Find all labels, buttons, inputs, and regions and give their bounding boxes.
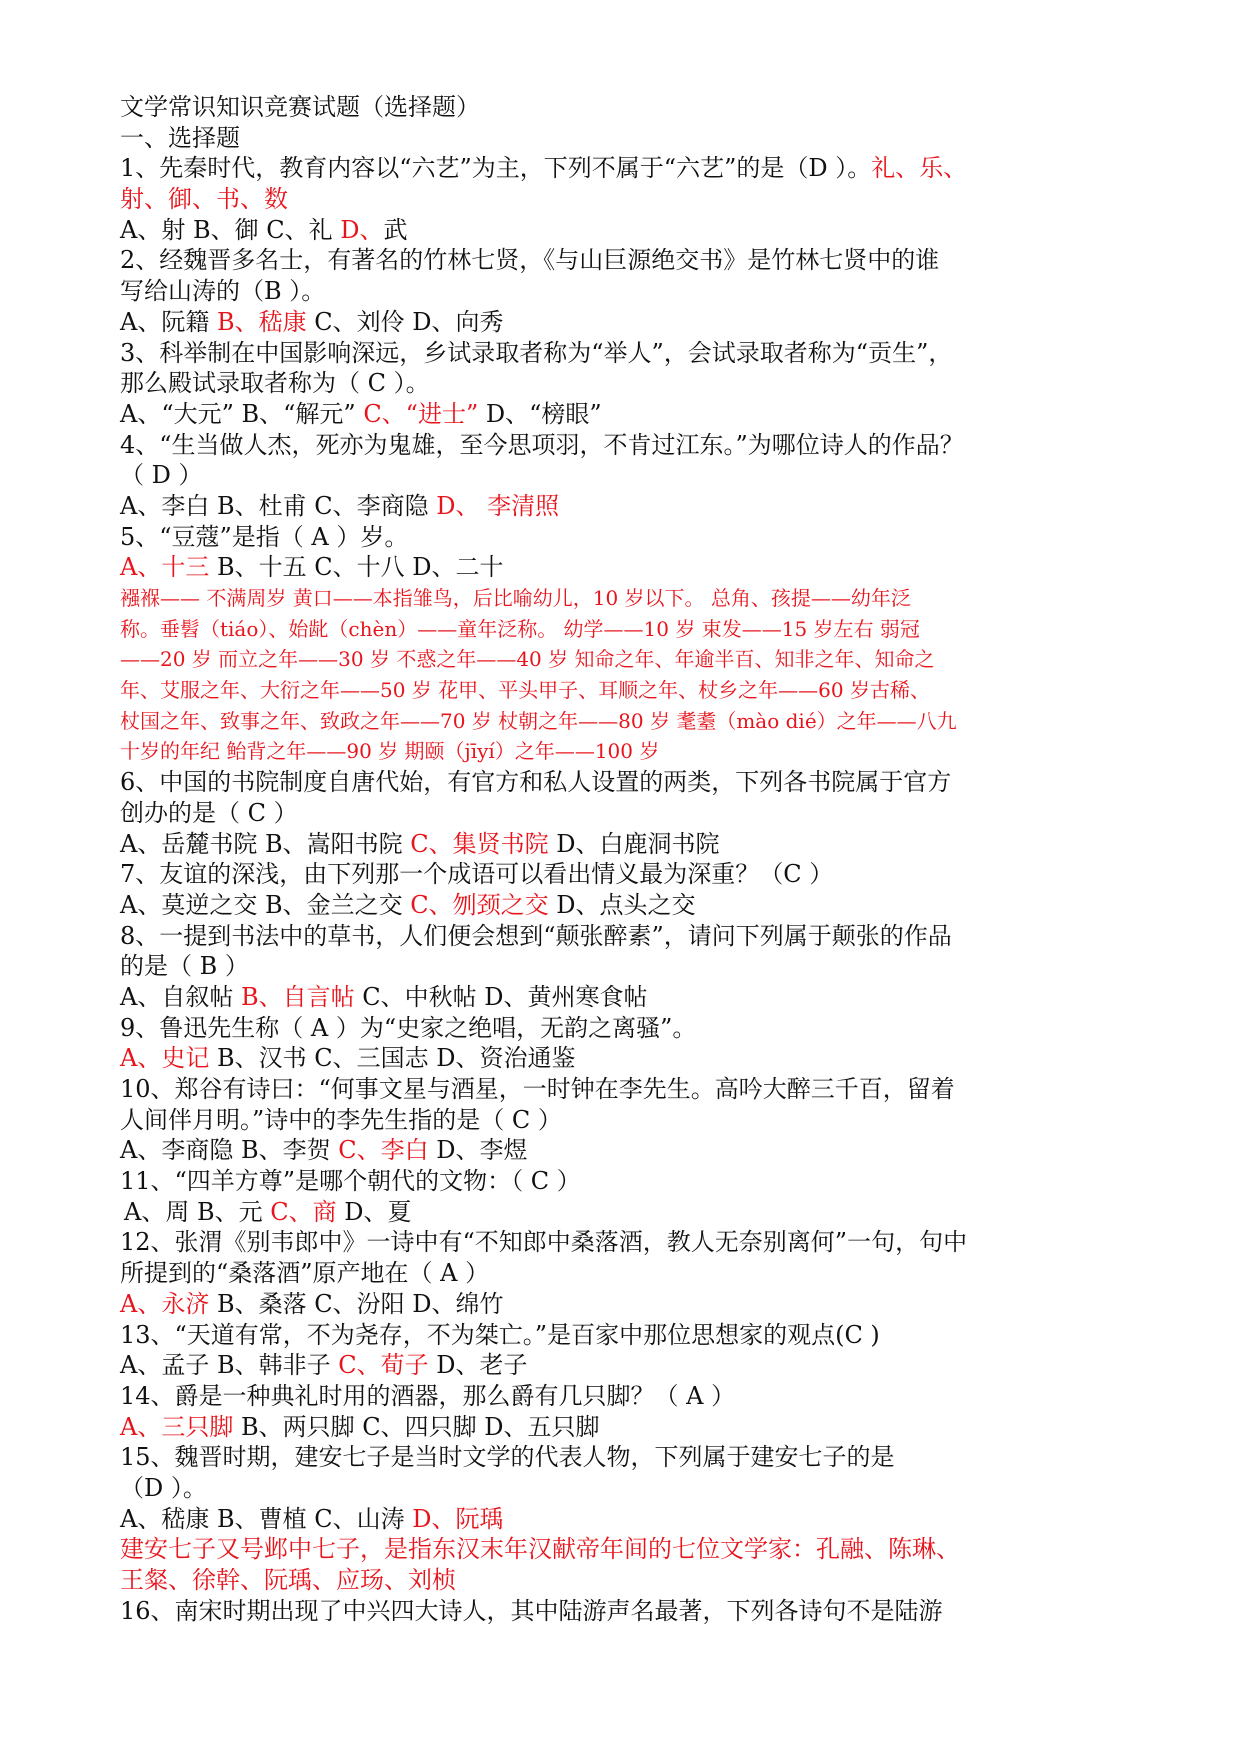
answer-highlight: C、刎颈之交 xyxy=(410,890,549,919)
line-text: 写给山涛的（B ）。 xyxy=(120,277,326,306)
text-line xyxy=(120,153,1120,184)
text-line xyxy=(120,1534,1120,1565)
document-title: 文学常识知识竞赛试题（选择题） xyxy=(120,93,480,121)
line-text: 人间伴月明。”诗中的李先生指的是（ C ） xyxy=(120,1105,562,1134)
answer-highlight: 建安七子又号邺中七子，是指东汉末年汉献帝年间的七位文学家：孔融、陈琳、 xyxy=(120,1535,960,1564)
text-line xyxy=(120,307,1120,338)
line-text: （D ）。 xyxy=(120,1473,207,1502)
line-text: A、李商隐 B、李贺 xyxy=(120,1136,339,1165)
line-text: A、阮籍 xyxy=(120,307,217,336)
line-text: D、老子 xyxy=(428,1351,528,1380)
line-text: 武 xyxy=(383,215,408,244)
answer-highlight: A、永济 xyxy=(120,1289,210,1318)
line-text: D、李煜 xyxy=(428,1136,528,1165)
answer-highlight: 射、御、书、数 xyxy=(120,185,288,214)
text-line xyxy=(120,430,1120,461)
text-line xyxy=(120,1135,1120,1166)
text-line xyxy=(120,1504,1120,1535)
text-line xyxy=(120,276,1120,307)
line-text: 10、郑谷有诗曰：“何事文星与酒星，一时钟在李先生。高吟大醉三千百，留着 xyxy=(120,1075,955,1103)
text-line xyxy=(120,1258,1120,1289)
age-note-line: 襁褓—— 不满周岁 黄口——本指雏鸟，后比喻幼儿，10 岁以下。 总角、孩提——幼年泛 xyxy=(120,586,911,610)
answer-highlight: B、嵇康 xyxy=(216,307,307,336)
text-line xyxy=(120,1320,1120,1351)
text-line xyxy=(120,1166,1120,1197)
text-line xyxy=(120,1013,1120,1044)
answer-highlight: A、史记 xyxy=(120,1044,210,1073)
text-line xyxy=(120,859,1120,890)
text-line xyxy=(120,921,1120,952)
text-line xyxy=(120,1381,1120,1412)
line-text: 3、科举制在中国影响深远，乡试录取者称为“举人”，会试录取者称为“贡生”， xyxy=(120,338,953,367)
text-line xyxy=(120,767,1120,798)
text-line xyxy=(120,552,1120,583)
line-text: A、嵇康 B、曹植 C、山涛 xyxy=(120,1504,413,1533)
text-line xyxy=(120,460,1120,491)
answer-highlight: 王粲、徐幹、阮瑀、应玚、刘桢 xyxy=(120,1566,456,1594)
document-page xyxy=(120,92,1120,1626)
text-line xyxy=(120,1473,1120,1504)
text-line xyxy=(120,951,1120,982)
text-line xyxy=(120,1227,1120,1258)
text-line xyxy=(120,798,1120,829)
line-text: A、岳麓书院 B、嵩阳书院 xyxy=(120,829,411,858)
text-line xyxy=(120,1442,1120,1473)
text-line xyxy=(120,522,1120,553)
line-text: D、夏 xyxy=(336,1197,412,1226)
line-text: B、桑落 C、汾阳 D、绵竹 xyxy=(209,1289,504,1318)
text-line xyxy=(120,1289,1120,1320)
age-note-line: 称。垂髫（tiáo）、始龀（chèn）——童年泛称。 幼学——10 岁 束发——15 岁左右 弱冠 xyxy=(120,616,920,641)
line-text: A、射 B、御 C、礼 xyxy=(120,215,341,244)
line-text: A、自叙帖 xyxy=(120,982,241,1011)
text-line xyxy=(120,184,1120,215)
line-text: 的是（ B ） xyxy=(120,952,249,981)
answer-highlight: C、李白 xyxy=(338,1136,429,1165)
text-line xyxy=(120,399,1120,430)
line-text: （ D ） xyxy=(120,461,203,490)
line-text: 12、张渭《别韦郎中》一诗中有“不知郎中桑落酒，教人无奈别离何”一句，句中 xyxy=(120,1228,968,1257)
line-text: A、周 B、元 xyxy=(124,1197,271,1226)
line-text: 那么殿试录取者称为（ C ）。 xyxy=(120,369,430,398)
text-line xyxy=(120,1412,1120,1443)
answer-highlight: D、阮瑀 xyxy=(412,1504,504,1533)
text-line xyxy=(120,982,1120,1013)
line-text: D、“榜眼” xyxy=(478,399,602,428)
section-heading: 一、选择题 xyxy=(120,123,240,152)
question-list xyxy=(120,153,1120,1626)
line-text: D、点头之交 xyxy=(548,890,696,919)
line-text: B、汉书 C、三国志 D、资治通鉴 xyxy=(209,1044,576,1073)
text-line xyxy=(120,1197,1120,1228)
answer-highlight: C、商 xyxy=(270,1197,337,1226)
answer-highlight: C、集贤书院 xyxy=(410,829,549,858)
text-line xyxy=(120,1596,1120,1627)
line-text: A、李白 B、杜甫 C、李商隐 xyxy=(120,491,437,520)
line-text: 8、一提到书法中的草书，人们便会想到“颠张醉素”，请问下列属于颠张的作品 xyxy=(120,921,952,950)
text-line xyxy=(120,368,1120,399)
line-text: 15、魏晋时期，建安七子是当时文学的代表人物，下列属于建安七子的是 xyxy=(120,1443,895,1472)
answer-highlight: A、三只脚 xyxy=(120,1412,234,1441)
line-text: B、两只脚 C、四只脚 D、五只脚 xyxy=(233,1412,600,1441)
line-text: A、“大元” B、“解元” xyxy=(120,399,364,428)
line-text: 16、南宋时期出现了中兴四大诗人，其中陆游声名最著，下列各诗句不是陆游 xyxy=(120,1596,943,1625)
text-line xyxy=(120,1105,1120,1136)
line-text: 13、“天道有常，不为尧存，不为桀亡。”是百家中那位思想家的观点(C ) xyxy=(120,1320,880,1349)
text-line xyxy=(120,1565,1120,1596)
text-line xyxy=(120,1350,1120,1381)
line-text: 11、“四羊方尊”是哪个朝代的文物：（ C ） xyxy=(120,1167,581,1196)
text-line xyxy=(120,829,1120,860)
age-note-line: ——20 岁 而立之年——30 岁 不惑之年——40 岁 知命之年、年逾半百、知非之年、知命之 xyxy=(120,647,935,672)
line-text: 所提到的“桑落酒”原产地在（ A ） xyxy=(120,1259,490,1288)
line-text: C、刘伶 D、向秀 xyxy=(306,307,504,336)
line-text: A、孟子 B、韩非子 xyxy=(120,1351,339,1380)
answer-highlight: D、 xyxy=(340,215,384,244)
line-text: 9、鲁迅先生称（ A ）为“史家之绝唱，无韵之离骚”。 xyxy=(120,1013,697,1042)
line-text: 5、“豆蔻”是指（ A ）岁。 xyxy=(120,522,409,551)
answer-highlight: C、荀子 xyxy=(338,1351,429,1380)
line-text: D、白鹿洞书院 xyxy=(548,829,720,858)
answer-highlight: D、 李清照 xyxy=(436,491,560,520)
answer-highlight: B、自言帖 xyxy=(240,982,355,1011)
answer-highlight: 礼、乐、 xyxy=(871,154,968,183)
text-line xyxy=(120,338,1120,369)
line-text: 4、“生当做人杰，死亦为鬼雄，至今思项羽，不肯过江东。”为哪位诗人的作品？ xyxy=(120,430,964,459)
line-text: B、十五 C、十八 D、二十 xyxy=(209,553,504,582)
line-text: 创办的是（ C ） xyxy=(120,798,298,827)
answer-highlight: C、“进士” xyxy=(363,399,479,428)
text-line xyxy=(120,215,1120,246)
line-text: C、中秋帖 D、黄州寒食帖 xyxy=(354,982,648,1011)
line-text: 1、先秦时代，教育内容以“六艺”为主，下列不属于“六艺”的是（D ）。 xyxy=(120,154,872,183)
text-line xyxy=(120,1074,1120,1105)
line-text: 7、友谊的深浅，由下列那一个成语可以看出情义最为深重？（C ） xyxy=(120,860,834,889)
line-text: 2、经魏晋多名士，有著名的竹林七贤，《与山巨源绝交书》是竹林七贤中的谁 xyxy=(120,246,940,275)
line-text: 14、爵是一种典礼时用的酒器，那么爵有几只脚？（ A ） xyxy=(120,1381,736,1410)
age-note-line: 杖国之年、致事之年、致政之年——70 岁 杖朝之年——80 岁 耄耋（mào dié）之年——八九 xyxy=(120,708,957,733)
text-line xyxy=(120,890,1120,921)
text-line xyxy=(120,491,1120,522)
line-text: A、莫逆之交 B、金兰之交 xyxy=(120,890,411,919)
line-text: 6、中国的书院制度自唐代始，有官方和私人设置的两类，下列各书院属于官方 xyxy=(120,768,952,797)
answer-highlight: A、十三 xyxy=(120,553,210,582)
text-line xyxy=(120,245,1120,276)
age-note-line: 十岁的年纪 鲐背之年——90 岁 期颐（jīyí）之年——100 岁 xyxy=(120,739,660,764)
age-note-line: 年、艾服之年、大衍之年——50 岁 花甲、平头甲子、耳顺之年、杖乡之年——60 岁古稀、 xyxy=(120,678,930,703)
text-line xyxy=(120,1043,1120,1074)
